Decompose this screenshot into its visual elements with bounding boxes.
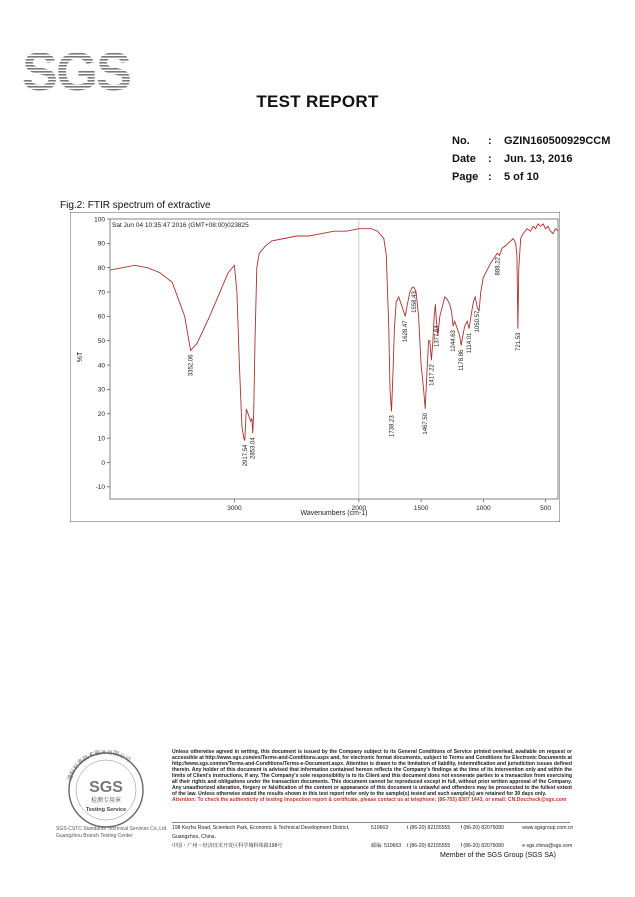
peak-label: 2917.54 (242, 444, 249, 467)
seal-center-text: SGS (89, 779, 123, 796)
peak-label: 1628.47 (403, 320, 410, 343)
attention-text: Attention: To check the authenticity of testing /inspection report & certificate, please contact us at telephone: (86-755) 8307 1443, or email: CN.Doccheck@sgs.com (172, 797, 567, 803)
address-cell: t (86-20) 82155555 (406, 843, 451, 849)
y-tick-label: 90 (97, 240, 105, 248)
disclaimer-block (172, 749, 572, 803)
y-tick-label: 10 (97, 435, 105, 443)
report-meta (452, 132, 610, 186)
y-tick-label: 30 (97, 386, 105, 394)
peak-label: 1738.23 (389, 415, 396, 438)
sgs-logo (20, 44, 140, 96)
address-row (172, 842, 582, 851)
disclaimer-text: Unless otherwise agreed in writing, this document is issued by the Company subject to its General Conditions of Service printed overleaf, available on request or accessible at http://www.sgs.com/en/Terms-and-Conditions.aspx and, for electronic format documents, subject to Terms and Conditions for Electronic Documents at http://www.sgs.com/en/Terms-and-Conditions/Terms-e-Document.aspx. Attention is drawn to the limitation of liability, indemnification and jurisdiction issues defined therein. Any holder of this document is advised that information contained hereon reflects the Company's findings at the time of its intervention only and within the limits of Client's instructions, if any. The Company's sole responsibility is to its Client and this document does not exonerate parties to a transaction from exercising all their rights and obligations under the transaction documents. This document cannot be reproduced except in full, without prior written approval of the Company. Any unauthorized alteration, forgery or falsification of the content or appearance of this document is unlawful and offenders may be prosecuted to the fullest extent of the law. Unless otherwise stated the results shown in this test report refer only to the sample(s) tested and such sample(s) are retained for 30 days only. (172, 749, 572, 797)
y-tick-label: -10 (95, 484, 105, 492)
y-tick-label: 100 (94, 216, 105, 224)
meta-value: GZIN160500929CCM (504, 135, 611, 147)
meta-value: 5 of 10 (504, 171, 539, 183)
meta-colon: : (488, 135, 492, 147)
seal-bottom-text: Testing Service (85, 807, 127, 813)
peak-label: 1467.50 (423, 412, 430, 435)
y-tick-label: 80 (97, 264, 105, 272)
chart-frame (70, 212, 560, 522)
address-cell: f (86-20) 82075080 (460, 825, 504, 831)
address-row (172, 824, 582, 842)
address-block (172, 824, 582, 851)
y-tick-label: 20 (97, 411, 105, 419)
peak-label: 1114.01 (467, 332, 474, 354)
timestamp-label: Sat Jun 04 10:35:47 2016 (GMT+08:00)023825 (112, 222, 249, 229)
ftir-chart (70, 212, 560, 522)
meta-row (452, 168, 610, 186)
meta-row (452, 132, 610, 150)
peak-label: 1178.86 (459, 349, 466, 371)
x-axis-label: Wavenumbers (cm-1) (300, 510, 368, 517)
testing-seal (56, 750, 156, 828)
seal-caption-line2: Guangzhou Branch Testing Center (56, 833, 133, 839)
meta-label: Date (452, 153, 476, 165)
member-text: Member of the SGS Group (SGS SA) (440, 852, 556, 859)
x-tick-label: 2000 (351, 505, 367, 512)
peak-label: 1417.22 (429, 364, 436, 386)
seal-caption-line1: SGS-CSTC Standards Technical Services Co.,Ltd (56, 826, 167, 832)
x-tick-label: 3000 (227, 505, 242, 512)
meta-colon: : (488, 171, 492, 183)
meta-row (452, 150, 610, 168)
svg-text:通标标准技术服务有限公司 (65, 750, 132, 782)
x-tick-label: 1000 (476, 505, 491, 512)
y-tick-label: 0 (101, 459, 105, 467)
address-cell: 邮编: 510663 (371, 843, 402, 849)
y-tick-label: 60 (97, 313, 105, 321)
address-cell: e sgs.china@sgs.com (522, 843, 573, 849)
y-tick-label: 70 (97, 289, 105, 297)
peak-label: 1377.64 (434, 325, 441, 348)
y-axis-label: %T (77, 351, 84, 363)
address-cell: t (86-20) 82155555 (406, 825, 451, 831)
address-cell: 510663 (371, 825, 389, 831)
svg-text:SGS: SGS (22, 44, 131, 96)
peak-label: 3352.06 (188, 354, 195, 377)
footer-rule (172, 822, 570, 823)
y-tick-label: 50 (97, 338, 105, 346)
peak-label: 888.22 (495, 257, 502, 276)
address-cell: 198 Kezhu Road, Scientech Park, Economic & Technical Development District, Guangzhou, China. (172, 825, 350, 840)
address-cell: www.sgsgroup.com.cn (522, 825, 574, 831)
x-tick-label: 500 (540, 505, 551, 512)
seal-ring-text: 通标标准技术服务有限公司 (67, 750, 132, 782)
y-tick-label: 40 (97, 362, 105, 370)
meta-label: No. (452, 135, 470, 147)
figure-caption: Fig.2: FTIR spectrum of extractive (60, 200, 211, 211)
address-cell: 中国・广州・经济技术开发区科学城科珠路198号 (172, 843, 283, 849)
address-cell: f (86-20) 82075080 (460, 843, 504, 849)
peak-label: 1244.63 (451, 330, 457, 352)
peak-label: 1050.57 (475, 310, 482, 333)
peak-label: 2853.04 (250, 437, 257, 460)
meta-label: Page (452, 171, 479, 183)
peak-label: 721.53 (515, 332, 522, 351)
x-tick-label: 1500 (413, 505, 429, 512)
peak-label: 1558.43 (411, 291, 418, 313)
seal-band-text: 检测专用章 (90, 798, 122, 804)
seal-caption (56, 826, 166, 840)
meta-colon: : (488, 153, 492, 165)
report-title: TEST REPORT (256, 92, 379, 111)
meta-value: Jun. 13, 2016 (504, 153, 573, 165)
